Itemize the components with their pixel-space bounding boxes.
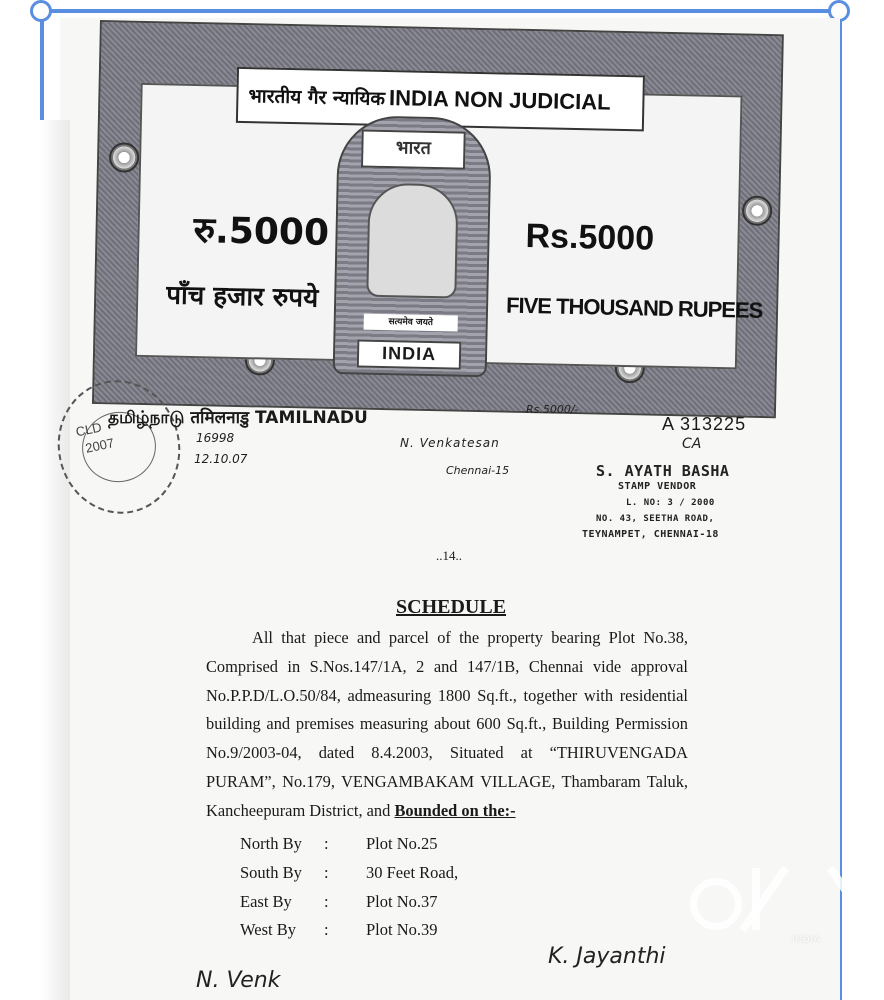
state-label: தமிழ்நாடு तमिलनाडु TAMILNADU xyxy=(108,408,368,428)
crop-frame-top xyxy=(40,9,840,13)
schedule-paragraph xyxy=(206,624,688,826)
banner-hindi: भारतीय गैर न्यायिक xyxy=(248,85,386,110)
emblem-top-label: भारत xyxy=(361,130,466,170)
boundary-value: Plot No.25 xyxy=(366,834,438,853)
handwritten-date: 12.10.07 xyxy=(194,452,248,466)
boundary-sep: : xyxy=(324,892,329,911)
olx-logo-x xyxy=(739,866,789,933)
boundary-sep: : xyxy=(324,920,329,939)
rosette-icon xyxy=(742,195,773,226)
vendor-name: S. AYATH BASHA xyxy=(596,462,730,480)
emblem-india-label: INDIA xyxy=(357,339,462,369)
emblem-motto: सत्यमेव जयते xyxy=(364,314,458,332)
vendor-title: STAMP VENDOR xyxy=(618,481,697,492)
signature-right: K. Jayanthi xyxy=(548,944,666,969)
handwritten-number: 16998 xyxy=(196,431,235,445)
stamp-value-hindi: रु.5000 xyxy=(193,210,330,254)
vendor-licence: L. NO: 3 / 2000 xyxy=(626,498,715,508)
boundary-value: 30 Feet Road, xyxy=(366,863,459,882)
banner-english: INDIA NON JUDICIAL xyxy=(388,85,611,115)
handwritten-place: Chennai-15 xyxy=(446,464,510,477)
olx-watermark xyxy=(690,860,840,950)
boundary-side: North By xyxy=(240,834,302,853)
boundary-side: East By xyxy=(240,892,292,911)
vendor-initials: CA xyxy=(682,436,702,452)
bounded-label: Bounded on the:- xyxy=(394,800,516,820)
page-edge xyxy=(40,120,70,1000)
olx-logo-x xyxy=(827,866,877,933)
handwritten-amount: Rs.5000/- xyxy=(526,403,579,416)
paragraph-text: All that piece and parcel of the property bearing Plot No.38, Comprised in S.Nos.147/1A, 2 and 147/1B, Chennai vide approval No.P.P.D/L.O.50/84, admeasuring 1800 Sq.ft., together with residential building and premises measuring about 600 Sq.ft., Building Permission No.9/2003-04, dated 8.4.2003, Situated at “THIRUVENGADA PURAM”, No.179, VENGAMBAKAM VILLAGE, Thambaram Taluk, Kancheepuram District, and xyxy=(206,628,688,820)
page-marker: ..14.. xyxy=(436,548,462,563)
lion-capital-icon xyxy=(366,183,458,299)
boundary-side: West By xyxy=(240,920,296,939)
schedule-heading: SCHEDULE xyxy=(396,596,507,618)
rosette-icon xyxy=(109,142,140,173)
stamp-words-hindi: पाँच हजार रुपये xyxy=(165,280,319,314)
serial-number: A 313225 xyxy=(662,414,747,434)
seal-line2: 2007 xyxy=(84,435,116,456)
olx-region: INDIA xyxy=(792,934,822,944)
crop-handle-top-left[interactable] xyxy=(30,0,52,22)
handwritten-name: N. Venkatesan xyxy=(400,436,500,450)
boundary-sep: : xyxy=(324,863,329,882)
signature-left: N. Venk xyxy=(196,968,281,993)
boundary-value: Plot No.37 xyxy=(366,892,438,911)
olx-logo-o xyxy=(690,878,742,930)
vendor-address2: TEYNAMPET, CHENNAI-18 xyxy=(582,529,719,540)
seal-line1: CLD xyxy=(74,419,103,440)
national-emblem xyxy=(333,115,492,377)
vendor-address1: NO. 43, SEETHA ROAD, xyxy=(596,514,715,524)
boundary-value: Plot No.39 xyxy=(366,920,438,939)
stamp-paper xyxy=(92,20,784,418)
stamp-words-english: FIVE THOUSAND RUPEES xyxy=(505,292,763,323)
stamp-value-english: Rs.5000 xyxy=(525,216,655,258)
boundary-side: South By xyxy=(240,863,302,882)
boundary-sep: : xyxy=(324,834,329,853)
